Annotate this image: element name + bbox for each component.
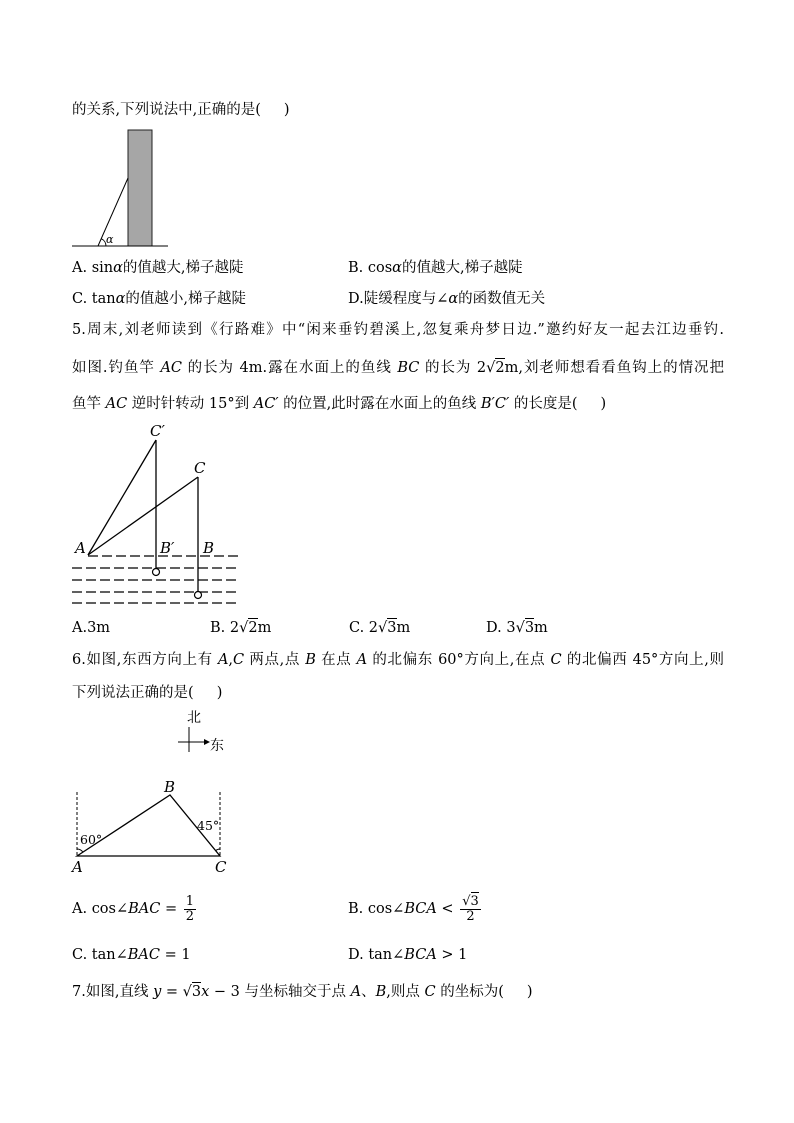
- q4-option-c[interactable]: [72, 290, 246, 308]
- angle-arc-c: [216, 849, 220, 851]
- text-segment: D. 3: [486, 620, 516, 636]
- angle-label-a: 60°: [80, 832, 103, 847]
- math-variable: B: [375, 984, 387, 1000]
- text-segment: 的长度是( ): [509, 396, 607, 412]
- text-segment: =: [161, 984, 183, 1000]
- math-variable: α: [115, 291, 126, 307]
- math-variable: α: [448, 291, 459, 307]
- math-variable: A: [217, 652, 229, 668]
- math-variable: B′C′: [480, 396, 510, 412]
- fraction: [184, 895, 196, 924]
- q6-option-b[interactable]: [348, 893, 483, 925]
- radical-sign: √: [462, 893, 471, 909]
- rod-ac-prime: [88, 440, 156, 555]
- q5-option-d[interactable]: [486, 619, 548, 637]
- fraction-numerator: [460, 895, 481, 910]
- math-variable: AC: [105, 396, 128, 412]
- hook-b: [195, 592, 202, 599]
- radicand: 3: [524, 620, 535, 636]
- fraction: [460, 895, 481, 924]
- math-variable: α: [392, 260, 402, 276]
- q5-option-a[interactable]: [72, 619, 110, 637]
- math-variable: x: [201, 984, 210, 1000]
- label-b-prime: B′: [160, 539, 175, 557]
- text-segment: A.3m: [72, 620, 111, 636]
- east-label: 东: [210, 738, 224, 754]
- fishing-rod-figure: [60, 420, 250, 610]
- q5-option-c[interactable]: [349, 619, 410, 637]
- text-segment: 、: [361, 984, 376, 1000]
- radical-sign: √: [239, 620, 249, 636]
- text-segment: 的长为 4m.露在水面上的鱼线: [182, 360, 398, 376]
- fraction-denominator: [460, 910, 481, 924]
- rod-ac: [88, 477, 198, 555]
- label-b: B: [203, 539, 215, 557]
- ladder-figure: [60, 120, 180, 255]
- text-segment: = 1: [160, 947, 191, 963]
- text-segment: D. tan∠: [348, 947, 405, 963]
- q5-stem-line-3: [72, 395, 606, 413]
- q4-stem-tail: [72, 101, 290, 119]
- math-variable: y: [153, 984, 162, 1000]
- text-segment: A. cos∠: [72, 901, 129, 917]
- text-segment: 的关系,下列说法中,正确的是( ): [72, 102, 290, 118]
- text-segment: 如图.钓鱼竿: [72, 360, 161, 376]
- math-variable: C: [233, 652, 245, 668]
- q6-option-c[interactable]: [72, 946, 191, 964]
- q6-option-a[interactable]: [72, 893, 198, 925]
- label-c-prime: C′: [150, 422, 165, 440]
- text-segment: C. tan: [72, 291, 116, 307]
- text-segment: 鱼竿: [72, 396, 106, 412]
- q4-option-d[interactable]: [348, 290, 545, 308]
- wall: [128, 130, 152, 246]
- angle-label: α: [106, 233, 114, 246]
- radicand: 2: [248, 620, 258, 636]
- text-segment: 的值越大,梯子越陡: [401, 260, 523, 276]
- text-segment: B. 2: [210, 620, 240, 636]
- label-a: A: [75, 539, 86, 557]
- text-segment: m: [534, 620, 548, 636]
- text-segment: 逆时针转动 15°到: [127, 396, 254, 412]
- text-segment: C. tan∠: [72, 947, 128, 963]
- math-variable: BCA: [404, 947, 437, 963]
- radicand: 3: [387, 620, 397, 636]
- compass-figure: [170, 705, 230, 760]
- north-label: 北: [187, 710, 201, 726]
- math-variable: AC: [160, 360, 183, 376]
- angle-label-c: 45°: [197, 818, 220, 833]
- text-segment: =: [160, 901, 182, 917]
- math-variable: BAC: [128, 901, 161, 917]
- text-segment: 的值越大,梯子越陡: [122, 260, 244, 276]
- math-variable: C: [550, 652, 562, 668]
- text-segment: 的函数值无关: [458, 291, 546, 307]
- radical-sign: √: [182, 984, 192, 1000]
- label-a: A: [72, 858, 83, 876]
- text-segment: 的北偏西 45°方向上,则: [561, 652, 725, 668]
- math-variable: BAC: [127, 947, 160, 963]
- q4-option-b[interactable]: [348, 259, 523, 277]
- math-variable: AC′: [253, 396, 279, 412]
- text-segment: m: [396, 620, 411, 636]
- text-segment: 7.如图,直线: [72, 984, 154, 1000]
- fraction-denominator: [184, 910, 196, 924]
- q6-stem-line-2: [72, 684, 222, 702]
- math-variable: A: [356, 652, 368, 668]
- hook-b-prime: [153, 569, 160, 576]
- math-variable: α: [113, 260, 123, 276]
- math-variable: A: [350, 984, 362, 1000]
- text-segment: m: [257, 620, 272, 636]
- text-segment: 的位置,此时露在水面上的鱼线: [278, 396, 481, 412]
- radical-sign: √: [378, 620, 388, 636]
- text-segment: B. cos∠: [348, 901, 405, 917]
- q6-option-d[interactable]: [348, 946, 467, 964]
- fraction-numerator: [184, 895, 196, 910]
- radicand: 2: [495, 360, 505, 376]
- text-segment: 2: [185, 908, 195, 924]
- q6-stem-line-1: [72, 651, 724, 669]
- text-segment: 1: [185, 893, 195, 909]
- q7-stem: [72, 983, 533, 1001]
- radicand: 3: [470, 893, 479, 909]
- text-segment: 下列说法正确的是( ): [72, 685, 223, 701]
- text-segment: D.陡缓程度与∠: [348, 291, 449, 307]
- math-variable: BCA: [404, 901, 437, 917]
- math-variable: B: [305, 652, 316, 668]
- triangle-figure: [60, 780, 240, 880]
- q5-stem-line-1: [72, 321, 724, 339]
- text-segment: 在点: [315, 652, 357, 668]
- text-segment: m,刘老师想看看鱼钩上的情况把: [504, 360, 724, 376]
- text-segment: 的坐标为( ): [435, 984, 533, 1000]
- q4-option-a[interactable]: [72, 259, 244, 277]
- water-lines: [72, 556, 238, 603]
- text-segment: 2: [466, 908, 475, 924]
- label-c: C: [215, 858, 227, 876]
- math-variable: C: [424, 984, 436, 1000]
- text-segment: 两点,点: [244, 652, 306, 668]
- text-segment: ,则点: [386, 984, 425, 1000]
- text-segment: − 3 与坐标轴交于点: [209, 984, 351, 1000]
- text-segment: 的长为 2: [419, 360, 487, 376]
- text-segment: ,: [228, 652, 234, 668]
- q5-option-b[interactable]: [210, 619, 271, 637]
- label-c: C: [194, 459, 206, 477]
- text-segment: A. sin: [72, 260, 114, 276]
- text-segment: 5.周末,刘老师读到《行路难》中“闲来垂钓碧溪上,忽复乘舟梦日边.”邀约好友一起去江边垂钓.: [72, 322, 724, 338]
- text-segment: B. cos: [348, 260, 393, 276]
- text-segment: <: [436, 901, 459, 917]
- radicand: 3: [191, 984, 202, 1000]
- label-b: B: [164, 778, 176, 796]
- angle-arc-a: [77, 849, 83, 852]
- text-segment: > 1: [436, 947, 468, 963]
- radical-sign: √: [515, 620, 525, 636]
- math-variable: BC: [397, 360, 420, 376]
- text-segment: C. 2: [349, 620, 379, 636]
- text-segment: 6.如图,东西方向上有: [72, 652, 218, 668]
- text-segment: 的北偏东 60°方向上,在点: [367, 652, 551, 668]
- q5-stem-line-2: [72, 359, 724, 377]
- text-segment: 的值越小,梯子越陡: [125, 291, 247, 307]
- radical-sign: √: [486, 360, 496, 376]
